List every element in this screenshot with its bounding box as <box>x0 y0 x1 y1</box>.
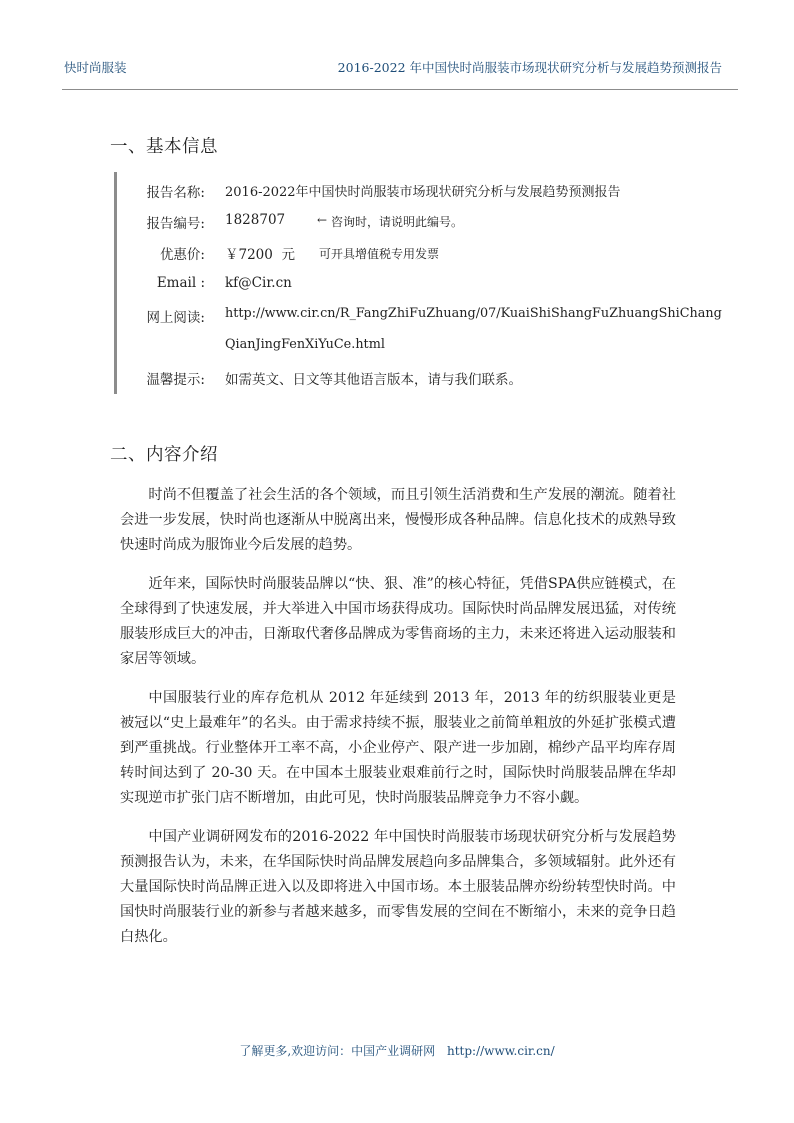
paragraph-1: 时尚不但覆盖了社会生活的各个领域，而且引领生活消费和生产发展的潮流。随着社会进一步发展，快时尚也逐渐从中脱离出来，慢慢形成各种品牌。信息化技术的成熟导致快速时尚成为服饰业今后发展的趋势。 <box>120 487 676 553</box>
tip-value: 如需英文、日文等其他语言版本，请与我们联系。 <box>225 372 522 388</box>
report-code-value: 1828707 <box>225 212 286 228</box>
header-right-title: 2016-2022 年中国快时尚服装市场现状研究分析与发展趋势预测报告 <box>337 60 722 75</box>
paragraph-4: 中国产业调研网发布的2016-2022 年中国快时尚服装市场现状研究分析与发展趋势预测报告认为，未来，在华国际快时尚品牌发展趋向多品牌集合，多领域辐射。此外还有大量国际快时尚品牌正进入以及即将进入中国市场。本土服装品牌亦纷纷转型快时尚。中国快时尚服装行业的新参与者越来越多，而零售发展的空间在不断缩小，未来的竞争日趋白热化。 <box>120 829 676 945</box>
paragraph-2: 近年来，国际快时尚服装品牌以“快、狠、准”的核心特征，凭借SPA供应链模式，在全球得到了快速发展，并大举进入中国市场获得成功。国际快时尚品牌发展迅猛，对传统服装形成巨大的冲击，日渐取代奢侈品牌成为零售商场的主力，未来还将进入运动服装和家居等领域。 <box>120 576 676 667</box>
report-name-label: 报告名称: <box>146 185 205 201</box>
footer-url-link[interactable]: http://www.cir.cn/ <box>446 1044 555 1058</box>
price-value: ￥7200 元 <box>225 247 295 263</box>
price-note: 可开具增值税专用发票 <box>319 247 440 261</box>
email-label: Email : <box>156 275 205 291</box>
online-read-url-line1[interactable]: http://www.cir.cn/R_FangZhiFuZhuang/07/KuaiShiShangFuZhuangShiChang <box>225 306 722 321</box>
section-title-basic-info: 一、基本信息 <box>110 137 218 157</box>
report-code-label: 报告编号: <box>146 216 205 232</box>
online-read-label: 网上阅读: <box>146 310 205 326</box>
tip-label: 温馨提示: <box>146 372 205 388</box>
online-read-url-line2[interactable]: QianJingFenXiYuCe.html <box>225 337 385 352</box>
report-name-value: 2016-2022年中国快时尚服装市场现状研究分析与发展趋势预测报告 <box>225 185 621 200</box>
report-code-note: 咨询时，请说明此编号。 <box>331 215 464 229</box>
footer-text: 了解更多,欢迎访问：中国产业调研网 <box>239 1044 436 1058</box>
price-label: 优惠价: <box>159 247 205 263</box>
basic-info-box <box>114 172 722 394</box>
header-left-title: 快时尚服装 <box>64 60 127 75</box>
email-link[interactable]: kf@Cir.cn <box>225 275 292 291</box>
header-divider <box>62 89 738 90</box>
left-arrow-icon: ← <box>317 213 328 227</box>
paragraph-3: 中国服装行业的库存危机从 2012 年延续到 2013 年，2013 年的纺织服装业更是被冠以“史上最难年”的名头。由于需求持续不振，服装业之前简单粗放的外延扩张模式遭到严重挑战。行业整体开工率不高，小企业停产、限产进一步加剧，棉纱产品平均库存周转时间达到了 20-30 天。在中国本土服装业艰难前行之时，国际快时尚服装品牌在华却实现逆市扩张门店不断增加，由此可见，快时尚服装品牌竞争力不容小觑。 <box>120 690 676 806</box>
footer <box>0 1042 794 1059</box>
section-title-content-intro: 二、内容介绍 <box>110 445 218 465</box>
